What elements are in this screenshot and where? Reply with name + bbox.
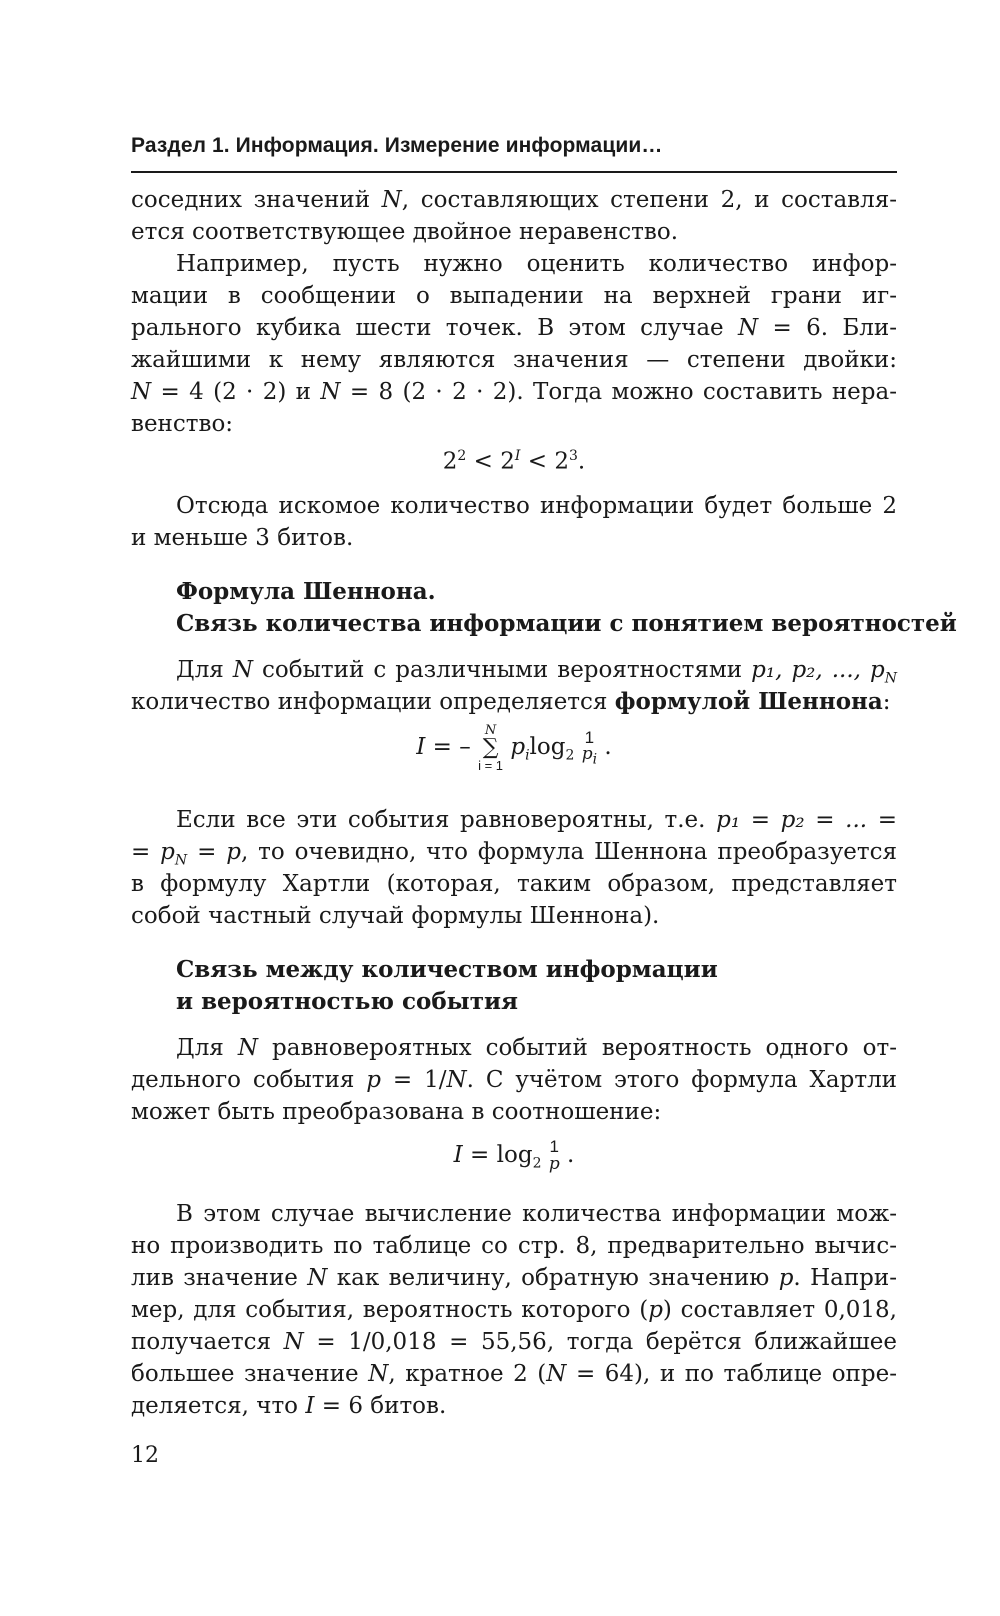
text-line: собой частный случай формулы Шеннона). [131,903,660,929]
text-line: дельного события p = 1/N. С учётом этого формула Хартли [131,1067,898,1093]
section-heading: Формула Шеннона. [176,578,436,605]
text-line: Если все эти события равновероятны, т.е. p₁ = p₂ = ... = [176,807,897,833]
text-line: Например, пусть нужно оценить количество инфор- [176,251,897,277]
section-heading: и вероятностью события [176,988,519,1015]
section-heading: Связь количества информации с понятием вероятностей [176,610,957,637]
text-line: получается N = 1/0,018 = 55,56, тогда берётся ближайшее [131,1329,897,1355]
text-line: деляется, что I = 6 битов. [131,1393,447,1419]
text-line: N = 4 (2 · 2) и N = 8 (2 · 2 · 2). Тогда можно составить нера- [131,379,897,405]
section-heading: Связь между количеством информации [176,956,718,983]
text-line: мер, для события, вероятность которого (p) составляет 0,018, [131,1297,897,1323]
text-line: лив значение N как величину, обратную значению p. Напри- [131,1265,898,1291]
text-line: Для N равновероятных событий вероятность одного от- [176,1035,897,1061]
text-line: венство: [131,411,234,437]
page-number: 12 [131,1443,159,1468]
text-line: ется соответствующее двойное неравенство. [131,219,679,245]
header-rule [131,171,897,173]
text-line: рального кубика шести точек. В этом случае N = 6. Бли- [131,315,897,341]
text-line: = $p_N = p$, то очевидно, что формула Шеннона преобразуется [131,839,897,869]
shannon-formula: I = – N ∑ i = 1 $p_i\log_2$ 1 $p_i$ . [416,723,612,773]
fraction: 1 p [548,1137,560,1174]
hartley-probability-formula: $I = \log_2$ 1 p . [453,1137,575,1174]
page-body [131,184,957,1422]
text-line: количество информации определяется формулой Шеннона: [131,688,891,715]
text-line: соседних значений N, составляющих степени 2, и составля- [131,187,898,213]
text-line: В этом случае вычисление количества информации мож- [176,1201,897,1227]
fraction: 1 $p_i$ [581,727,598,768]
running-head: Раздел 1. Информация. Измерение информации… [131,134,663,157]
text-line: в формулу Хартли (которая, таким образом, представляет [131,871,897,897]
sum-operator: N ∑ i = 1 [478,723,504,773]
text-line: мации в сообщении о выпадении на верхней грани иг- [131,283,897,309]
text-line: большее значение N, кратное 2 (N = 64), и по таблице опре- [131,1361,897,1387]
text-line: жайшими к нему являются значения — степени двойки: [131,347,897,373]
text-line: Для N событий с различными вероятностями p₁, p₂, ..., $p_N$ [176,657,897,687]
text-line: Отсюда искомое количество информации будет больше 2 [176,493,897,519]
inequality-formula: $2^2 < 2^I < 2^3$. [442,448,586,475]
text-line: но производить по таблице со стр. 8, предварительно вычис- [131,1233,897,1259]
text-line: и меньше 3 битов. [131,525,354,551]
text-line: может быть преобразована в соотношение: [131,1099,662,1125]
